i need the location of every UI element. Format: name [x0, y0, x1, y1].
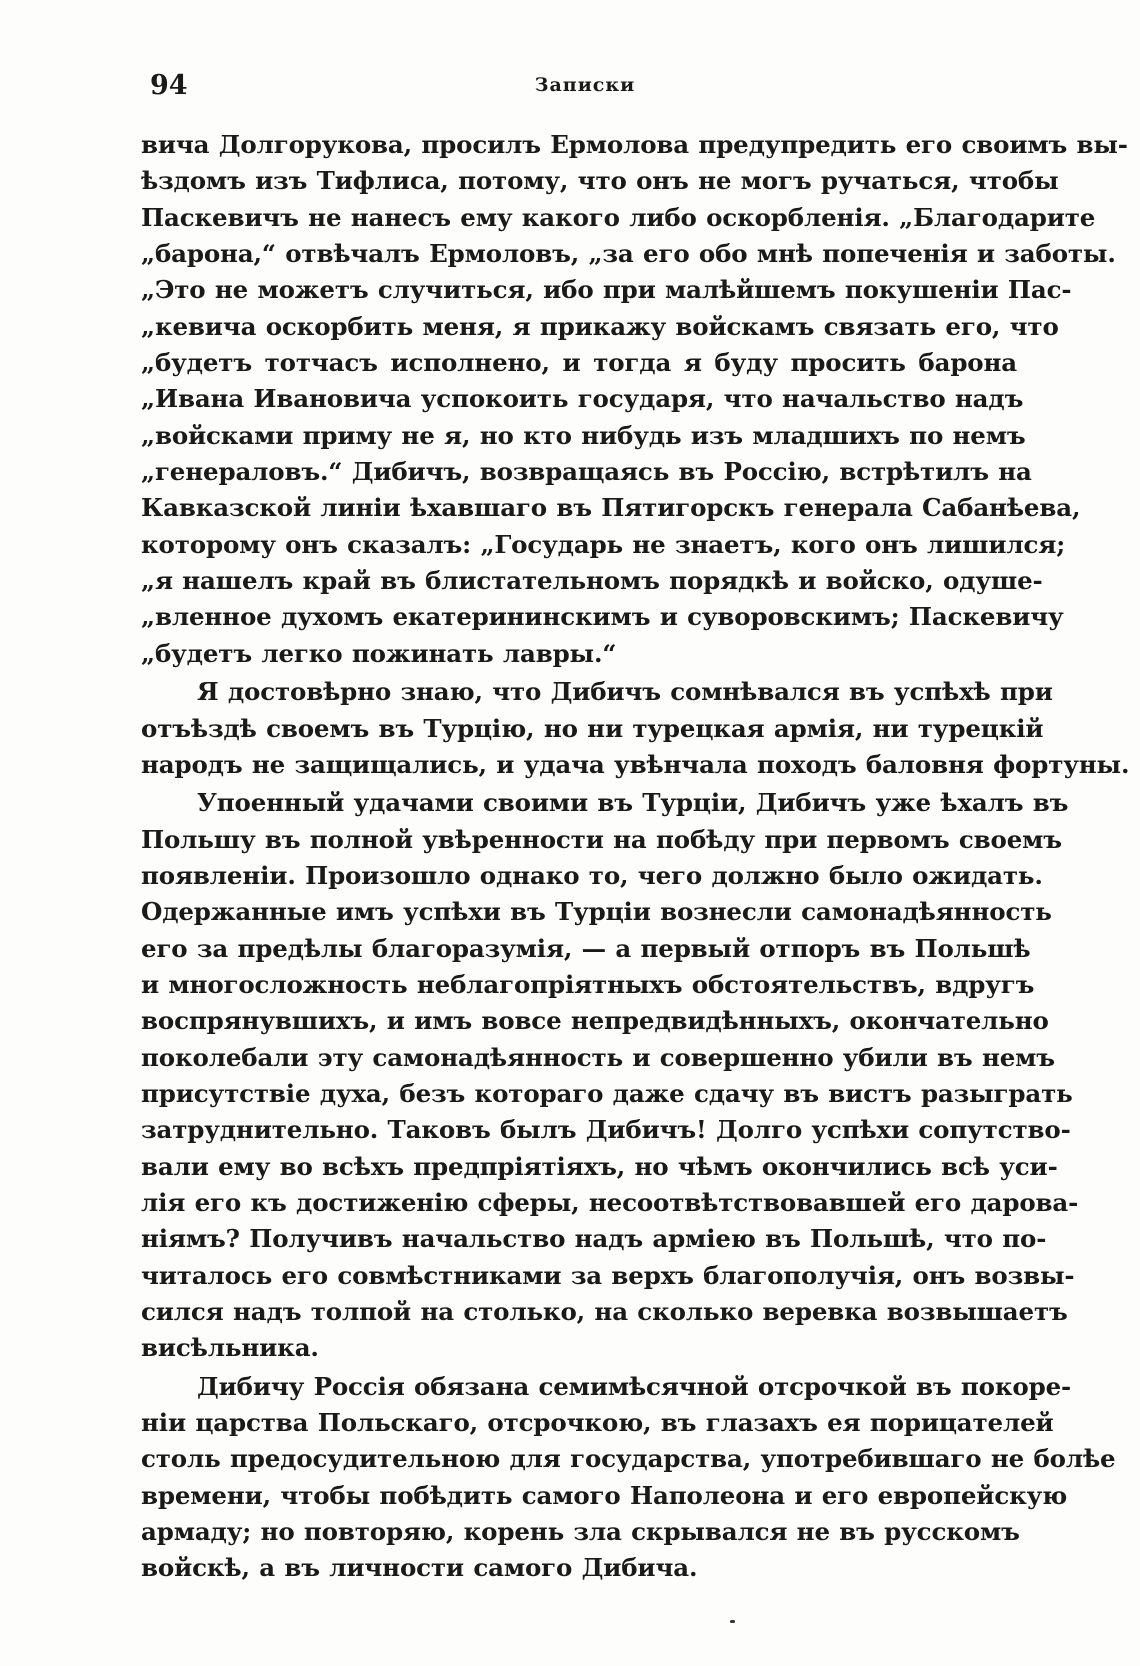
paragraph	[141, 1369, 1116, 1587]
running-title: Записки	[534, 74, 636, 96]
text-line: армаду; но повторяю, корень зла скрывался не въ русскомъ	[141, 1517, 1020, 1547]
text-line: присутствіе духа, безъ котораго даже сдачу въ вистъ разыграть	[141, 1078, 1073, 1108]
text-line: Польшу въ полной увѣренности на побѣду при первомъ своемъ	[141, 824, 1062, 854]
paragraph	[141, 674, 1130, 783]
text-line: „барона,“ отвѣчалъ Ермоловъ, „за его обо мнѣ попеченія и заботы.	[141, 239, 1116, 269]
print-speck	[730, 1620, 735, 1623]
text-line: Одержанные имъ успѣхи въ Турціи вознесли самонадѣянность	[141, 897, 1052, 927]
text-line: вали ему во всѣхъ предпріятіяхъ, но чѣмъ окончились всѣ уси-	[141, 1151, 1058, 1181]
text-line: висѣльника.	[141, 1333, 319, 1363]
text-line: затруднительно. Таковъ былъ Дибичъ! Долго успѣхи сопутство-	[141, 1115, 1071, 1145]
text-line: „кевича оскорбить меня, я прикажу войскамъ связать его, что	[141, 311, 1059, 341]
text-line: отъѣздѣ своемъ въ Турцію, но ни турецкая армія, ни турецкій	[141, 713, 1044, 743]
text-line: его за предѣлы благоразумія, — а первый отпоръ въ Польшѣ	[141, 933, 1031, 963]
text-line: ніи царства Польскаго, отсрочкою, въ глазахъ ея порицателей	[141, 1408, 1054, 1438]
text-line: „будетъ тотчасъ исполнено, и тогда я буду просить барона	[141, 348, 1017, 378]
text-line: ніямъ? Получивъ начальство надъ арміею въ Польшѣ, что по-	[141, 1224, 1047, 1254]
text-line: столь предосудительною для государства, употребившаго не болѣе	[141, 1444, 1116, 1474]
paragraph	[141, 785, 1079, 1367]
text-line: войскѣ, а въ личности самого Дибича.	[141, 1553, 698, 1583]
text-line: читалось его совмѣстниками за верхъ благополучія, онъ возвы-	[141, 1260, 1075, 1290]
text-line: вича Долгорукова, просилъ Ермолова предупредить его своимъ вы-	[141, 130, 1128, 159]
text-line: „войсками приму не я, но кто нибудь изъ младшихъ по немъ	[141, 420, 1026, 450]
text-line: Дибичу Россія обязана семимѣсячной отсрочкой въ покоре-	[197, 1371, 1072, 1401]
text-line: и многосложность неблагопріятныхъ обстоятельствъ, вдругъ	[141, 969, 1035, 999]
text-line: лія его къ достиженію сферы, несоотвѣтствовавшей его дарова-	[141, 1187, 1079, 1217]
text-line: „вленное духомъ екатерининскимъ и суворовскимъ; Паскевичу	[141, 602, 1064, 632]
text-line: ѣздомъ изъ Тифлиса, потому, что онъ не могъ ручаться, чтобы	[141, 166, 1059, 196]
paragraph	[141, 127, 1128, 672]
text-line: Я достовѣрно знаю, что Дибичъ сомнѣвался въ успѣхѣ при	[197, 677, 1053, 707]
text-line: поколебали эту самонадѣянность и совершенно убили въ немъ	[141, 1042, 1055, 1072]
text-line: которому онъ сказалъ: „Государь не знаетъ, кого онъ лишился;	[141, 529, 1066, 559]
text-line: Кавказской линіи ѣхавшаго въ Пятигорскъ генерала Сабанѣева,	[141, 493, 1081, 523]
body-text	[141, 127, 1130, 1587]
text-line: „генераловъ.“ Дибичъ, возвращаясь въ Россію, встрѣтилъ на	[141, 457, 1032, 487]
text-line: „Ивана Ивановича успокоить государя, что начальство надъ	[141, 384, 1024, 414]
page-header	[150, 70, 1020, 110]
text-line: появленіи. Произошло однако то, чего должно было ожидать.	[141, 860, 1043, 890]
text-line: времени, чтобы побѣдить самого Наполеона и его европейскую	[141, 1480, 1068, 1510]
text-line: сился надъ толпой на столько, на сколько веревка возвышаетъ	[141, 1297, 1068, 1326]
text-line: „Это не можетъ случиться, ибо при малѣйшемъ покушеніи Пас-	[141, 275, 1072, 305]
text-line: „я нашелъ край въ блистательномъ порядкѣ и войско, одуше-	[141, 566, 1043, 596]
page-number: 94	[150, 70, 188, 101]
text-line: Упоенный удачами своими въ Турціи, Дибичъ уже ѣхалъ въ	[197, 788, 1069, 818]
text-line: воспрянувшихъ, и имъ вовсе непредвидѣнныхъ, окончательно	[141, 1006, 1049, 1036]
text-line: народъ не защищались, и удача увѣнчала походъ баловня фортуны.	[141, 749, 1130, 779]
text-line: Паскевичъ не нанесъ ему какого либо оскорбленія. „Благодарите	[141, 202, 1096, 232]
text-line: „будетъ легко пожинать лавры.“	[141, 638, 617, 668]
